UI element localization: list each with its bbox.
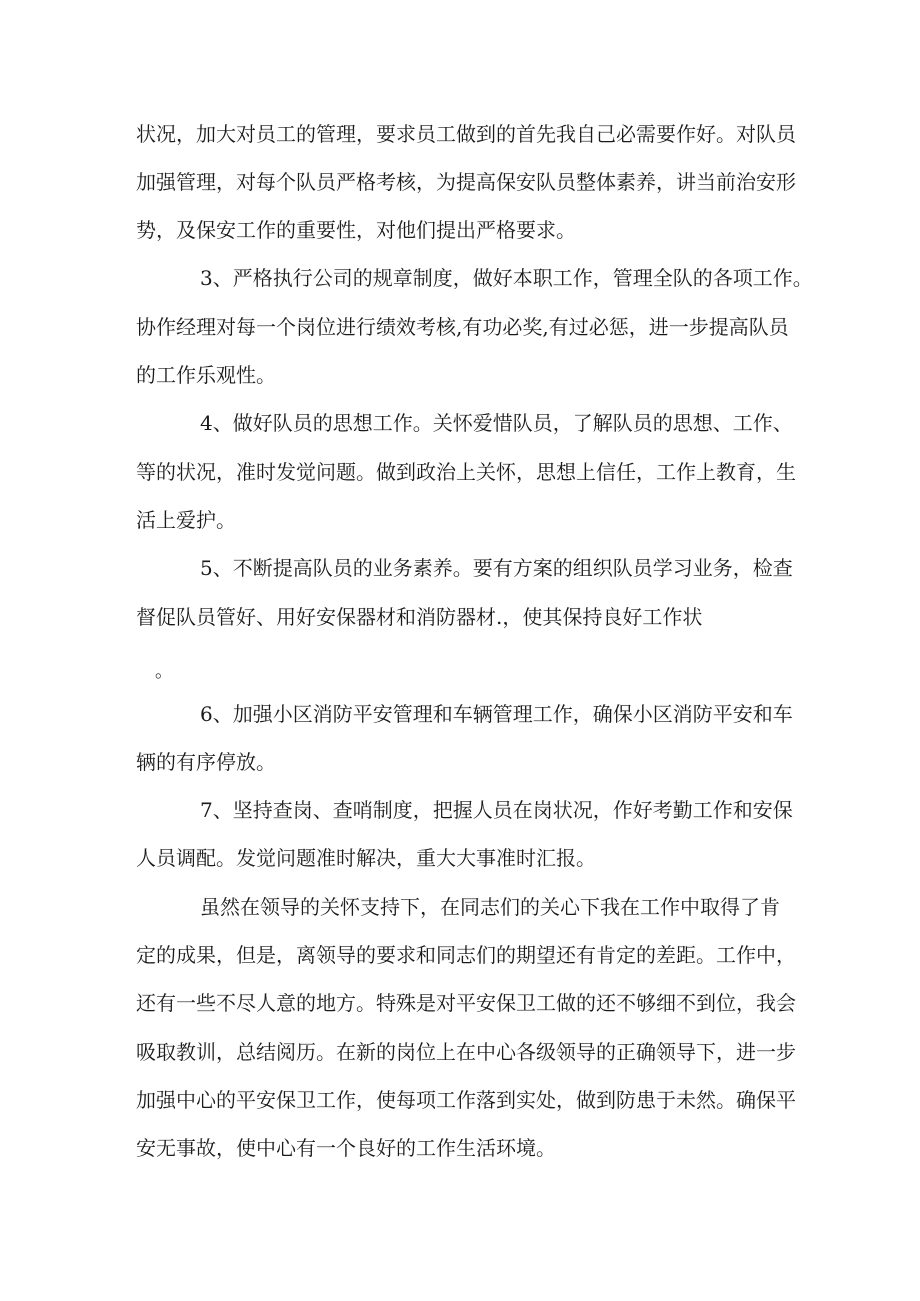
- paragraph-line: 7、坚持查岗、查哨制度，把握人员在岗状况，作好考勤工作和安保: [200, 798, 793, 822]
- paragraph-line: 。: [155, 661, 173, 682]
- paragraph-line: 6、加强小区消防平安管理和车辆管理工作，确保小区消防平安和车: [200, 702, 793, 726]
- paragraph-line: 督促队员管好、用好安保器材和消防器材.，使其保持良好工作状: [136, 605, 703, 629]
- paragraph-line: 3、严格执行公司的规章制度，做好本职工作，管理全队的各项工作。: [200, 266, 813, 290]
- paragraph-line: 加强中心的平安保卫工作，使每项工作落到实处，做到防患于未然。确保平: [136, 1088, 796, 1112]
- paragraph-line: 5、不断提高队员的业务素养。要有方案的组织队员学习业务，检查: [200, 556, 793, 580]
- paragraph-line: 4、做好队员的思想工作。关怀爱惜队员，了解队员的思想、工作、: [200, 411, 793, 435]
- paragraph-line: 状况，加大对员工的管理，要求员工做到的首先我自己必需要作好。对队员: [136, 122, 796, 146]
- paragraph-line: 加强管理，对每个队员严格考核，为提高保安队员整体素养，讲当前治安形: [136, 170, 796, 194]
- paragraph-line: 等的状况，准时发觉问题。做到政治上关怀，思想上信任，工作上教育，生: [136, 460, 796, 484]
- paragraph-line: 活上爱护。: [136, 508, 236, 532]
- paragraph-line: 安无事故，使中心有一个良好的工作生活环境。: [136, 1136, 556, 1160]
- paragraph-line: 协作经理对每一个岗位进行绩效考核,有功必奖,有过必惩，进一步提高队员: [136, 315, 789, 339]
- paragraph-line: 虽然在领导的关怀支持下，在同志们的关心下我在工作中取得了肯: [200, 895, 780, 919]
- paragraph-line: 定的成果，但是，离领导的要求和同志们的期望还有肯定的差距。工作中，: [136, 943, 796, 967]
- paragraph-line: 的工作乐观性。: [136, 363, 276, 387]
- paragraph-line: 还有一些不尽人意的地方。特殊是对平安保卫工做的还不够细不到位，我会: [136, 991, 796, 1015]
- paragraph-line: 辆的有序停放。: [136, 750, 276, 774]
- paragraph-line: 人员调配。发觉问题准时解决，重大大事准时汇报。: [136, 846, 596, 870]
- paragraph-line: 吸取教训，总结阅历。在新的岗位上在中心各级领导的正确领导下，进一步: [136, 1040, 796, 1064]
- paragraph-line: 势，及保安工作的重要性，对他们提出严格要求。: [136, 218, 576, 242]
